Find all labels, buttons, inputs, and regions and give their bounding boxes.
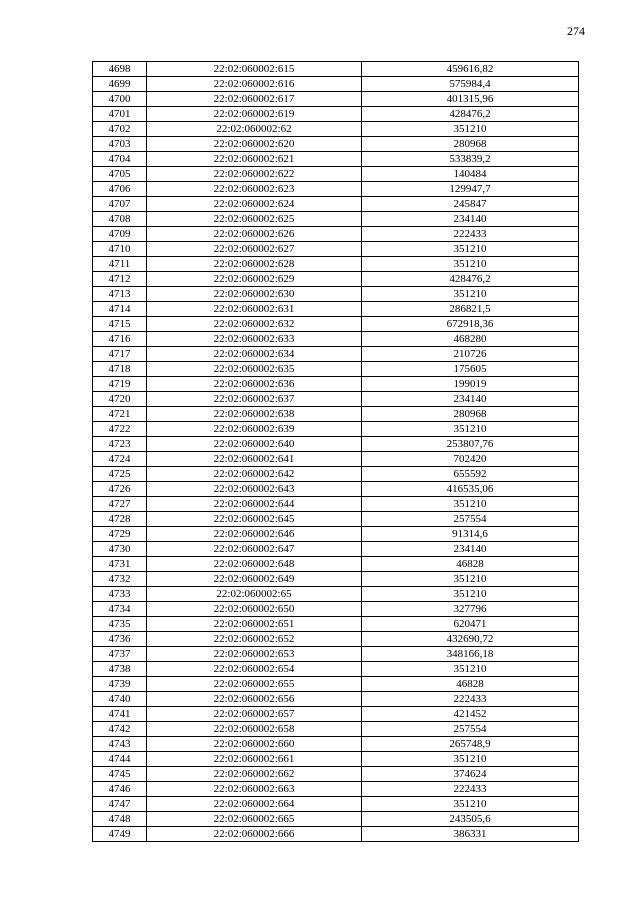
value-cell: 351210 bbox=[362, 752, 579, 767]
table-row bbox=[93, 437, 579, 452]
value-cell: 533839,2 bbox=[362, 152, 579, 167]
row-number-cell: 4711 bbox=[93, 257, 147, 272]
row-number-cell: 4736 bbox=[93, 632, 147, 647]
cadastral-number-cell: 22:02:060002:655 bbox=[147, 677, 362, 692]
row-number-cell: 4712 bbox=[93, 272, 147, 287]
value-cell: 401315,96 bbox=[362, 92, 579, 107]
value-cell: 234140 bbox=[362, 392, 579, 407]
cadastral-number-cell: 22:02:060002:626 bbox=[147, 227, 362, 242]
row-number-cell: 4737 bbox=[93, 647, 147, 662]
value-cell: 428476,2 bbox=[362, 272, 579, 287]
value-cell: 672918,36 bbox=[362, 317, 579, 332]
row-number-cell: 4699 bbox=[93, 77, 147, 92]
value-cell: 199019 bbox=[362, 377, 579, 392]
row-number-cell: 4741 bbox=[93, 707, 147, 722]
value-cell: 351210 bbox=[362, 122, 579, 137]
value-cell: 351210 bbox=[362, 572, 579, 587]
value-cell: 428476,2 bbox=[362, 107, 579, 122]
table-row bbox=[93, 92, 579, 107]
cadastral-number-cell: 22:02:060002:635 bbox=[147, 362, 362, 377]
table-row bbox=[93, 107, 579, 122]
row-number-cell: 4704 bbox=[93, 152, 147, 167]
value-cell: 234140 bbox=[362, 212, 579, 227]
table-row bbox=[93, 362, 579, 377]
row-number-cell: 4734 bbox=[93, 602, 147, 617]
row-number-cell: 4723 bbox=[93, 437, 147, 452]
table-row bbox=[93, 557, 579, 572]
cadastral-number-cell: 22:02:060002:620 bbox=[147, 137, 362, 152]
table-row bbox=[93, 782, 579, 797]
row-number-cell: 4703 bbox=[93, 137, 147, 152]
value-cell: 459616,82 bbox=[362, 62, 579, 77]
table-row bbox=[93, 692, 579, 707]
cadastral-number-cell: 22:02:060002:650 bbox=[147, 602, 362, 617]
value-cell: 351210 bbox=[362, 422, 579, 437]
cadastral-value-table bbox=[92, 61, 579, 842]
row-number-cell: 4719 bbox=[93, 377, 147, 392]
value-cell: 416535,06 bbox=[362, 482, 579, 497]
value-cell: 620471 bbox=[362, 617, 579, 632]
cadastral-number-cell: 22:02:060002:643 bbox=[147, 482, 362, 497]
cadastral-number-cell: 22:02:060002:656 bbox=[147, 692, 362, 707]
cadastral-number-cell: 22:02:060002:657 bbox=[147, 707, 362, 722]
row-number-cell: 4707 bbox=[93, 197, 147, 212]
cadastral-number-cell: 22:02:060002:634 bbox=[147, 347, 362, 362]
table-row bbox=[93, 497, 579, 512]
value-cell: 46828 bbox=[362, 677, 579, 692]
value-cell: 210726 bbox=[362, 347, 579, 362]
value-cell: 265748,9 bbox=[362, 737, 579, 752]
cadastral-number-cell: 22:02:060002:65 bbox=[147, 587, 362, 602]
cadastral-number-cell: 22:02:060002:628 bbox=[147, 257, 362, 272]
table-row bbox=[93, 287, 579, 302]
row-number-cell: 4725 bbox=[93, 467, 147, 482]
value-cell: 280968 bbox=[362, 407, 579, 422]
row-number-cell: 4726 bbox=[93, 482, 147, 497]
table-row bbox=[93, 422, 579, 437]
row-number-cell: 4743 bbox=[93, 737, 147, 752]
row-number-cell: 4748 bbox=[93, 812, 147, 827]
table-row bbox=[93, 617, 579, 632]
cadastral-number-cell: 22:02:060002:623 bbox=[147, 182, 362, 197]
cadastral-number-cell: 22:02:060002:639 bbox=[147, 422, 362, 437]
table-row bbox=[93, 482, 579, 497]
row-number-cell: 4724 bbox=[93, 452, 147, 467]
table-row bbox=[93, 152, 579, 167]
cadastral-number-cell: 22:02:060002:642 bbox=[147, 467, 362, 482]
row-number-cell: 4744 bbox=[93, 752, 147, 767]
value-cell: 286821,5 bbox=[362, 302, 579, 317]
value-cell: 234140 bbox=[362, 542, 579, 557]
table-row bbox=[93, 182, 579, 197]
row-number-cell: 4742 bbox=[93, 722, 147, 737]
value-cell: 280968 bbox=[362, 137, 579, 152]
table-row bbox=[93, 197, 579, 212]
table-row bbox=[93, 302, 579, 317]
table-row bbox=[93, 62, 579, 77]
cadastral-number-cell: 22:02:060002:633 bbox=[147, 332, 362, 347]
table-row bbox=[93, 767, 579, 782]
cadastral-number-cell: 22:02:060002:658 bbox=[147, 722, 362, 737]
table-row bbox=[93, 137, 579, 152]
cadastral-number-cell: 22:02:060002:653 bbox=[147, 647, 362, 662]
row-number-cell: 4746 bbox=[93, 782, 147, 797]
row-number-cell: 4710 bbox=[93, 242, 147, 257]
row-number-cell: 4720 bbox=[93, 392, 147, 407]
table-body bbox=[93, 62, 579, 842]
cadastral-number-cell: 22:02:060002:662 bbox=[147, 767, 362, 782]
row-number-cell: 4722 bbox=[93, 422, 147, 437]
value-cell: 253807,76 bbox=[362, 437, 579, 452]
cadastral-number-cell: 22:02:060002:645 bbox=[147, 512, 362, 527]
row-number-cell: 4740 bbox=[93, 692, 147, 707]
row-number-cell: 4708 bbox=[93, 212, 147, 227]
value-cell: 575984,4 bbox=[362, 77, 579, 92]
cadastral-number-cell: 22:02:060002:663 bbox=[147, 782, 362, 797]
value-cell: 222433 bbox=[362, 782, 579, 797]
cadastral-number-cell: 22:02:060002:632 bbox=[147, 317, 362, 332]
cadastral-number-cell: 22:02:060002:652 bbox=[147, 632, 362, 647]
value-cell: 386331 bbox=[362, 827, 579, 842]
cadastral-number-cell: 22:02:060002:640 bbox=[147, 437, 362, 452]
row-number-cell: 4728 bbox=[93, 512, 147, 527]
value-cell: 129947,7 bbox=[362, 182, 579, 197]
table-row bbox=[93, 467, 579, 482]
cadastral-number-cell: 22:02:060002:661 bbox=[147, 752, 362, 767]
value-cell: 245847 bbox=[362, 197, 579, 212]
value-cell: 351210 bbox=[362, 797, 579, 812]
table-row bbox=[93, 242, 579, 257]
value-cell: 327796 bbox=[362, 602, 579, 617]
value-cell: 348166,18 bbox=[362, 647, 579, 662]
row-number-cell: 4747 bbox=[93, 797, 147, 812]
table-row bbox=[93, 542, 579, 557]
row-number-cell: 4729 bbox=[93, 527, 147, 542]
value-cell: 421452 bbox=[362, 707, 579, 722]
row-number-cell: 4727 bbox=[93, 497, 147, 512]
cadastral-number-cell: 22:02:060002:638 bbox=[147, 407, 362, 422]
cadastral-number-cell: 22:02:060002:654 bbox=[147, 662, 362, 677]
value-cell: 351210 bbox=[362, 287, 579, 302]
value-cell: 140484 bbox=[362, 167, 579, 182]
row-number-cell: 4733 bbox=[93, 587, 147, 602]
row-number-cell: 4705 bbox=[93, 167, 147, 182]
cadastral-number-cell: 22:02:060002:666 bbox=[147, 827, 362, 842]
cadastral-number-cell: 22:02:060002:62 bbox=[147, 122, 362, 137]
row-number-cell: 4732 bbox=[93, 572, 147, 587]
table-row bbox=[93, 602, 579, 617]
row-number-cell: 4716 bbox=[93, 332, 147, 347]
table-row bbox=[93, 212, 579, 227]
table-row bbox=[93, 707, 579, 722]
table-row bbox=[93, 272, 579, 287]
table-row bbox=[93, 647, 579, 662]
table-row bbox=[93, 722, 579, 737]
table-row bbox=[93, 587, 579, 602]
cadastral-number-cell: 22:02:060002:621 bbox=[147, 152, 362, 167]
value-cell: 432690,72 bbox=[362, 632, 579, 647]
value-cell: 374624 bbox=[362, 767, 579, 782]
row-number-cell: 4698 bbox=[93, 62, 147, 77]
value-cell: 351210 bbox=[362, 257, 579, 272]
table-row bbox=[93, 377, 579, 392]
value-cell: 468280 bbox=[362, 332, 579, 347]
table-row bbox=[93, 662, 579, 677]
cadastral-number-cell: 22:02:060002:615 bbox=[147, 62, 362, 77]
value-cell: 351210 bbox=[362, 587, 579, 602]
table-row bbox=[93, 227, 579, 242]
row-number-cell: 4714 bbox=[93, 302, 147, 317]
table-row bbox=[93, 572, 579, 587]
table-row bbox=[93, 347, 579, 362]
table-row bbox=[93, 752, 579, 767]
cadastral-number-cell: 22:02:060002:641 bbox=[147, 452, 362, 467]
value-cell: 351210 bbox=[362, 497, 579, 512]
table-row bbox=[93, 737, 579, 752]
cadastral-number-cell: 22:02:060002:647 bbox=[147, 542, 362, 557]
row-number-cell: 4717 bbox=[93, 347, 147, 362]
cadastral-number-cell: 22:02:060002:636 bbox=[147, 377, 362, 392]
table-row bbox=[93, 797, 579, 812]
row-number-cell: 4738 bbox=[93, 662, 147, 677]
row-number-cell: 4718 bbox=[93, 362, 147, 377]
cadastral-number-cell: 22:02:060002:646 bbox=[147, 527, 362, 542]
value-cell: 175605 bbox=[362, 362, 579, 377]
row-number-cell: 4735 bbox=[93, 617, 147, 632]
cadastral-number-cell: 22:02:060002:622 bbox=[147, 167, 362, 182]
page-number: 274 bbox=[567, 24, 585, 38]
row-number-cell: 4706 bbox=[93, 182, 147, 197]
table-row bbox=[93, 632, 579, 647]
cadastral-number-cell: 22:02:060002:627 bbox=[147, 242, 362, 257]
table-row bbox=[93, 677, 579, 692]
value-cell: 46828 bbox=[362, 557, 579, 572]
table-row bbox=[93, 332, 579, 347]
row-number-cell: 4739 bbox=[93, 677, 147, 692]
value-cell: 222433 bbox=[362, 227, 579, 242]
row-number-cell: 4730 bbox=[93, 542, 147, 557]
row-number-cell: 4701 bbox=[93, 107, 147, 122]
cadastral-number-cell: 22:02:060002:649 bbox=[147, 572, 362, 587]
row-number-cell: 4745 bbox=[93, 767, 147, 782]
row-number-cell: 4702 bbox=[93, 122, 147, 137]
value-cell: 351210 bbox=[362, 242, 579, 257]
row-number-cell: 4731 bbox=[93, 557, 147, 572]
row-number-cell: 4749 bbox=[93, 827, 147, 842]
value-cell: 702420 bbox=[362, 452, 579, 467]
cadastral-number-cell: 22:02:060002:624 bbox=[147, 197, 362, 212]
row-number-cell: 4715 bbox=[93, 317, 147, 332]
cadastral-number-cell: 22:02:060002:629 bbox=[147, 272, 362, 287]
cadastral-number-cell: 22:02:060002:660 bbox=[147, 737, 362, 752]
value-cell: 91314,6 bbox=[362, 527, 579, 542]
value-cell: 655592 bbox=[362, 467, 579, 482]
table-row bbox=[93, 827, 579, 842]
table-row bbox=[93, 77, 579, 92]
cadastral-number-cell: 22:02:060002:648 bbox=[147, 557, 362, 572]
table-row bbox=[93, 527, 579, 542]
cadastral-number-cell: 22:02:060002:625 bbox=[147, 212, 362, 227]
cadastral-number-cell: 22:02:060002:651 bbox=[147, 617, 362, 632]
cadastral-number-cell: 22:02:060002:637 bbox=[147, 392, 362, 407]
table-row bbox=[93, 392, 579, 407]
row-number-cell: 4713 bbox=[93, 287, 147, 302]
table-row bbox=[93, 812, 579, 827]
table-row bbox=[93, 407, 579, 422]
value-cell: 222433 bbox=[362, 692, 579, 707]
row-number-cell: 4709 bbox=[93, 227, 147, 242]
table-row bbox=[93, 512, 579, 527]
cadastral-number-cell: 22:02:060002:619 bbox=[147, 107, 362, 122]
row-number-cell: 4700 bbox=[93, 92, 147, 107]
cadastral-number-cell: 22:02:060002:630 bbox=[147, 287, 362, 302]
table-row bbox=[93, 317, 579, 332]
table-row bbox=[93, 122, 579, 137]
table-row bbox=[93, 452, 579, 467]
cadastral-number-cell: 22:02:060002:644 bbox=[147, 497, 362, 512]
value-cell: 243505,6 bbox=[362, 812, 579, 827]
value-cell: 351210 bbox=[362, 662, 579, 677]
table-row bbox=[93, 167, 579, 182]
cadastral-number-cell: 22:02:060002:631 bbox=[147, 302, 362, 317]
cadastral-number-cell: 22:02:060002:665 bbox=[147, 812, 362, 827]
row-number-cell: 4721 bbox=[93, 407, 147, 422]
value-cell: 257554 bbox=[362, 722, 579, 737]
cadastral-number-cell: 22:02:060002:616 bbox=[147, 77, 362, 92]
cadastral-number-cell: 22:02:060002:664 bbox=[147, 797, 362, 812]
cadastral-number-cell: 22:02:060002:617 bbox=[147, 92, 362, 107]
table-row bbox=[93, 257, 579, 272]
value-cell: 257554 bbox=[362, 512, 579, 527]
